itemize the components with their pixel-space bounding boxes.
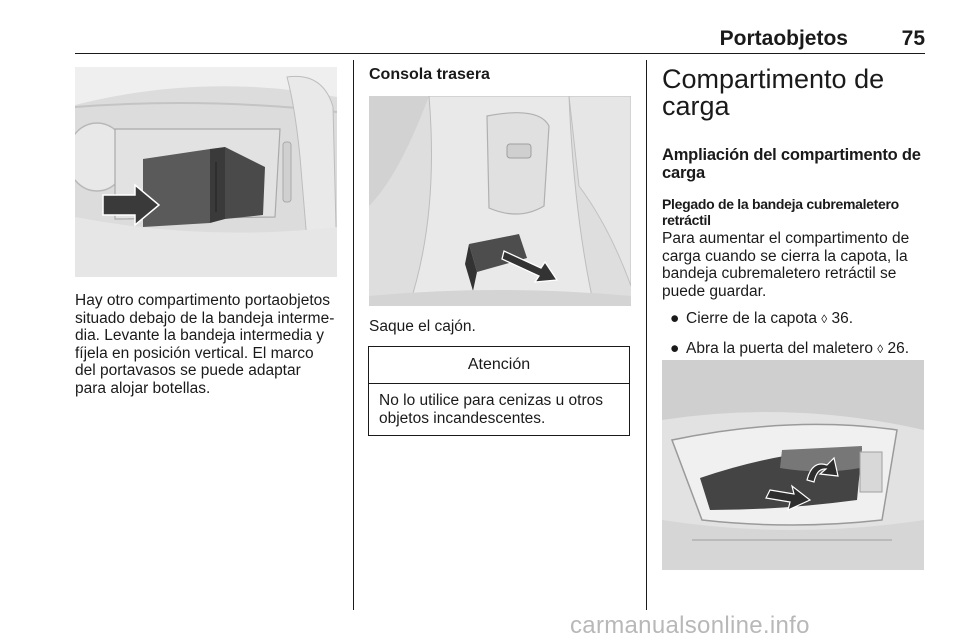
page-reference[interactable]: 26. [887,340,910,357]
page-header [75,27,925,51]
reference-arrow-icon: ◊ [877,342,884,356]
text-line: Hay otro compartimento portaobjetos [75,292,331,309]
watermark: carmanualsonline.info [570,612,810,639]
text-line: fíjela en posición vertical. El marco [75,344,314,362]
bullet-icon: ● [670,340,680,357]
header-title: Portaobjetos [719,27,848,50]
text-line: bandeja cubremaletero retráctil se [662,265,897,282]
reference-arrow-icon: ◊ [821,312,828,326]
text-line: situado debajo de la bandeja interme- [75,309,335,327]
column-divider-2 [646,60,647,610]
list-item-text: Abra la puerta del maletero [686,340,873,357]
rear-console-illustration [369,96,631,306]
notice-title: Atención [369,347,629,384]
subsubtitle-line: Plegado de la bandeja cubremaletero [662,196,899,212]
caption-remove-drawer: Saque el cajón. [369,318,476,335]
list-item-text: Cierre de la capota [686,310,817,327]
paragraph-armrest [75,292,345,397]
list-item [662,310,932,340]
subsubtitle-folding-cover [662,196,927,228]
text-line: del portavasos se puede adaptar [75,362,301,379]
armrest-illustration [75,67,337,277]
subsubtitle-line: retráctil [662,212,711,228]
title-line: Compartimento de [662,64,885,94]
title-line: carga [662,91,730,121]
notice-text [369,384,629,428]
column-divider-1 [353,60,354,610]
subtitle-line: carga [662,164,706,182]
figure-cargo-compartment [662,360,924,570]
text-line: dia. Levante la bandeja intermedia y [75,327,325,344]
section-heading-rear-console: Consola trasera [369,66,490,83]
section-title-cargo [662,66,927,120]
text-line: puede guardar. [662,282,767,300]
text-line: objetos incandescentes. [379,410,546,427]
text-line: Para aumentar el compartimento de [662,230,910,247]
cargo-compartment-illustration [662,360,924,570]
paragraph-cargo [662,230,932,300]
header-rule [75,53,925,54]
subtitle-cargo-extension [662,146,927,182]
text-line: No lo utilice para cenizas u otros [379,392,604,409]
text-line: carga cuando se cierra la capota, la [662,247,908,265]
page-reference[interactable]: 36. [831,310,854,327]
notice-box [368,346,630,436]
subtitle-line: Ampliación del compartimento de [662,146,921,164]
bullet-icon: ● [670,310,680,327]
text-line: para alojar botellas. [75,379,211,397]
page-number: 75 [901,27,925,50]
figure-armrest-storage [75,67,337,277]
figure-rear-console [369,96,631,306]
